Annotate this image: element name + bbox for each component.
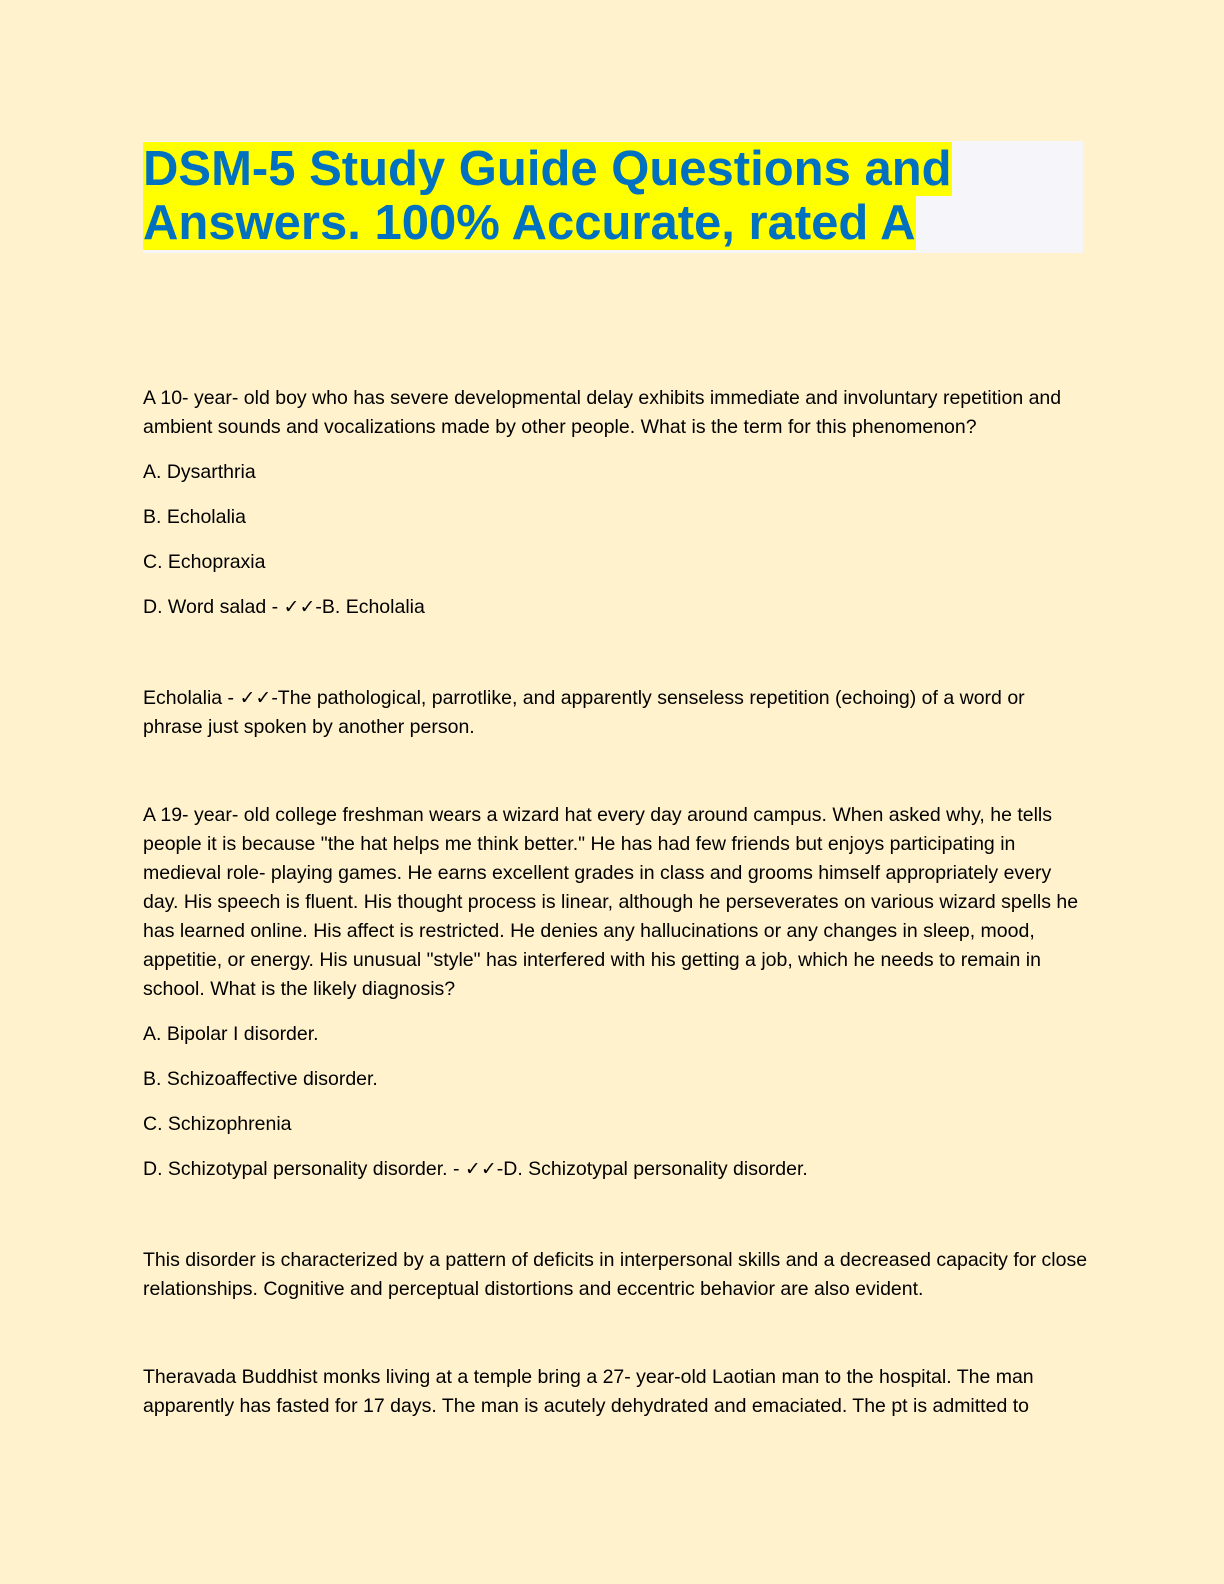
checkmark-icon: ✓✓ bbox=[283, 597, 316, 618]
title-line-1: DSM-5 Study Guide Questions and bbox=[143, 142, 952, 196]
question-1-option-c: C. Echopraxia bbox=[143, 551, 266, 573]
question-1-option-d-text: D. Word salad - bbox=[143, 596, 284, 618]
question-2-option-d-text: D. Schizotypal personality disorder. - bbox=[143, 1158, 465, 1180]
definition-schizotypal: This disorder is characterized by a pattern of deficits in interpersonal skills and a decreased capacity for close relationships. Cognitive and perceptual distortions and eccentric behavior are also evident. bbox=[143, 1249, 1088, 1300]
question-2-stem: A 19- year- old college freshman wears a wizard hat every day around campus. When asked why, he tells people it is because "the hat helps me think better." He has had few friends but enjoys participating in medieval role- playing games. He earns excellent grades in class and grooms himself appropriately every day. His speech is fluent. His thought process is linear, although he perseverates on various wizard spells he has learned online. His affect is restricted. He denies any hallucinations or any changes in sleep, mood, appetitie, or energy. His unusual "style" has interfered with his getting a job, which he needs to remain in school. What is the likely diagnosis? bbox=[143, 804, 1079, 1000]
question-1-stem: A 10- year- old boy who has severe developmental delay exhibits immediate and involuntary repetition and ambient sounds and vocalizations made by other people. What is the term for this phenomenon? bbox=[143, 387, 1062, 438]
question-2-option-b: B. Schizoaffective disorder. bbox=[143, 1068, 378, 1090]
definition-echolalia bbox=[143, 684, 1088, 742]
question-2-option-c: C. Schizophrenia bbox=[143, 1113, 292, 1135]
question-2-option-a: A. Bipolar I disorder. bbox=[143, 1023, 319, 1045]
question-1-option-b: B. Echolalia bbox=[143, 506, 246, 528]
definition-echolalia-text: -The pathological, parrotlike, and apparently senseless repetition (echoing) of a word or phrase just spoken by another person. bbox=[143, 687, 1025, 738]
question-3-stem: Theravada Buddhist monks living at a temple bring a 27- year-old Laotian man to the hospital. The man apparently has fasted for 17 days. The man is acutely dehydrated and emaciated. The pt is admitted to bbox=[143, 1366, 1034, 1417]
checkmark-icon: ✓✓ bbox=[464, 1159, 497, 1180]
question-1-option-d bbox=[143, 593, 1088, 622]
document-body bbox=[143, 384, 1088, 1421]
question-1-answer: -B. Echolalia bbox=[315, 596, 425, 618]
question-1-option-a: A. Dysarthria bbox=[143, 461, 256, 483]
question-2-answer: -D. Schizotypal personality disorder. bbox=[496, 1158, 808, 1180]
question-2-option-d bbox=[143, 1155, 1088, 1184]
checkmark-icon: ✓✓ bbox=[239, 688, 272, 709]
title-line-2: Answers. 100% Accurate, rated A bbox=[143, 196, 916, 250]
definition-echolalia-term: Echolalia - bbox=[143, 687, 240, 709]
document-title bbox=[143, 142, 1083, 250]
